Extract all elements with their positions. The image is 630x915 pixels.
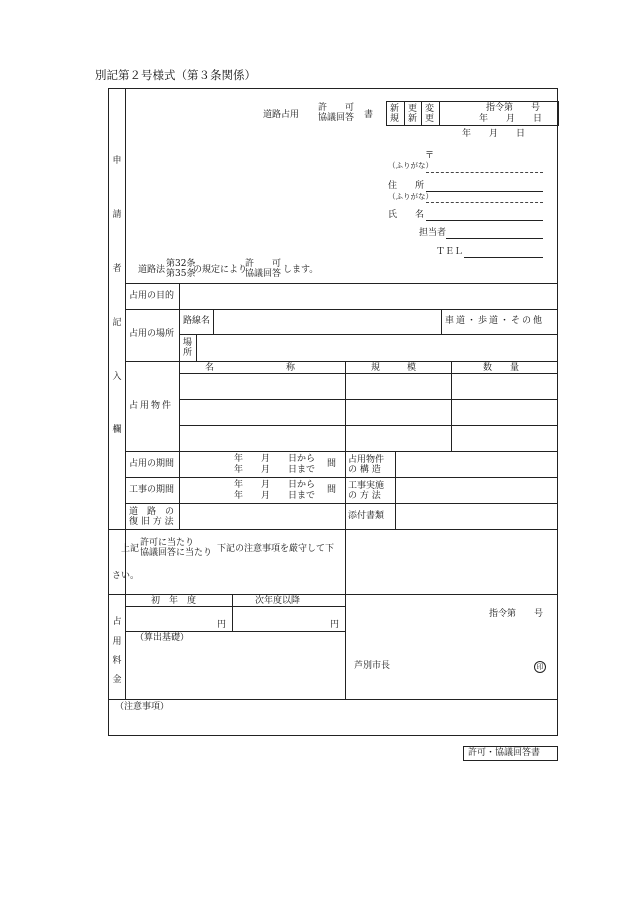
- notice-pre: 上記: [121, 544, 140, 554]
- notice-post: 下記の注意事項を厳守して下: [217, 544, 335, 554]
- notice-cont: さい。: [112, 571, 140, 581]
- change-option[interactable]: 変 更: [425, 104, 435, 124]
- period-to[interactable]: 年 月 日まで: [234, 465, 316, 475]
- person-line[interactable]: [446, 238, 543, 239]
- tel-line[interactable]: [464, 257, 543, 258]
- work-method-label: 工事実施 の 方 法: [348, 481, 385, 501]
- furigana-label-1: （ふりがな）: [388, 161, 433, 170]
- work-kan: 間: [327, 485, 337, 495]
- fee-order-number: 指令第 号: [489, 609, 544, 619]
- furigana-label-2: （ふりがな）: [388, 192, 433, 201]
- route-label: 路線名: [183, 316, 211, 326]
- road-type-options[interactable]: 車道・歩道・その他: [445, 316, 545, 326]
- article-option[interactable]: 第32条 第35条: [166, 259, 196, 279]
- renew-option[interactable]: 更 新: [408, 104, 418, 124]
- form-title: 別記第２号様式（第３条関係）: [95, 68, 256, 82]
- work-period-label: 工事の期間: [129, 485, 175, 495]
- notice-option[interactable]: 許可に当たり 協議回答に当たり: [140, 538, 213, 558]
- applicant-column-divider: [125, 88, 126, 594]
- furigana-line-2[interactable]: [426, 202, 543, 203]
- next-year-header: 次年度以降: [255, 596, 301, 606]
- name-line[interactable]: [426, 220, 543, 221]
- new-option[interactable]: 新 規: [390, 104, 400, 124]
- restore-label: 道 路 の 復 旧 方 法: [129, 507, 175, 527]
- first-year-yen: 円: [217, 620, 227, 630]
- shimasu-label: します。: [283, 265, 319, 275]
- mayor-label: 芦別市長: [354, 661, 391, 671]
- address-line[interactable]: [426, 191, 543, 192]
- basho-label: 場 所: [183, 338, 193, 358]
- tel-label: ＴＥＬ: [436, 247, 464, 257]
- submit-date[interactable]: 年 月 日: [462, 129, 526, 139]
- col-name-header: 名 称: [205, 363, 296, 373]
- caution-label: （注意事項）: [115, 702, 170, 712]
- name-label: 氏 名: [388, 210, 425, 220]
- request-option[interactable]: 許 可 協議回答: [245, 259, 282, 279]
- col-qty-header: 数 量: [483, 363, 520, 373]
- period-kan: 間: [327, 459, 337, 469]
- road-use-label: 道路占用: [263, 110, 300, 120]
- furigana-line-1[interactable]: [426, 172, 543, 173]
- work-to[interactable]: 年 月 日まで: [234, 491, 316, 501]
- seal-icon: 印: [534, 661, 546, 673]
- person-label: 担当者: [419, 228, 447, 238]
- calc-basis-label: （算出基礎）: [135, 633, 190, 643]
- postal-mark: 〒: [425, 151, 435, 161]
- address-label: 住 所: [388, 181, 425, 191]
- permit-consult-option[interactable]: 許 可 協議回答: [318, 103, 355, 123]
- objects-label: 占用物件: [129, 401, 174, 411]
- first-year-header: 初 年 度: [151, 596, 197, 606]
- structure-label: 占用物件 の 構 造: [348, 455, 385, 475]
- place-label: 占用の場所: [129, 329, 175, 339]
- footer-label: 許可・協議回答書: [468, 748, 541, 758]
- by-rule-label: の規定により: [193, 265, 248, 275]
- work-from[interactable]: 年 月 日から: [234, 480, 316, 490]
- col-scale-header: 規 模: [371, 363, 417, 373]
- order-number: 指令第 号: [486, 103, 541, 113]
- next-year-yen: 円: [330, 620, 340, 630]
- purpose-label: 占用の目的: [129, 291, 175, 301]
- law-label: 道路法: [138, 265, 166, 275]
- order-date: 年 月 日: [479, 114, 543, 124]
- attached-label: 添付書類: [348, 511, 385, 521]
- period-from[interactable]: 年 月 日から: [234, 454, 316, 464]
- sho-label: 書: [364, 110, 374, 120]
- period-label: 占用の期間: [129, 459, 175, 469]
